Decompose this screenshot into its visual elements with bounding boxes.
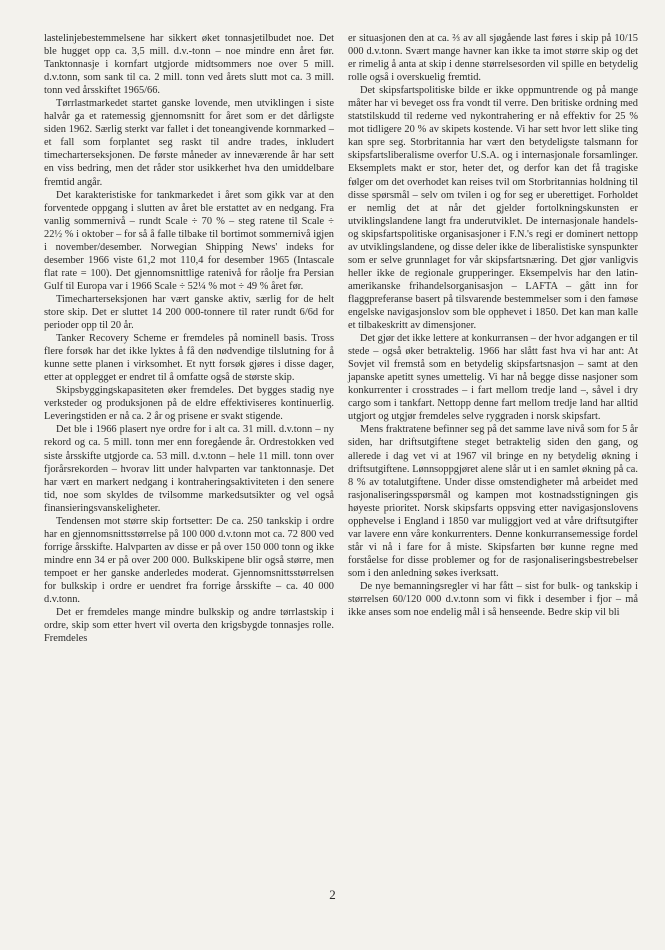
paragraph: Det gjør det ikke lettere at konkurransen – der hvor adgangen er til stede – også øker betraktelig. 1966 har slått fast hva vi har ant: At Sovjet vil fremstå som en betydelig skipsfartsnasjon – samt at den japanske apetitt synes umettelig. Vi har nå begge disse nasjoner som konkurrenter i crosstrades – i fart mellom tredje land –, såvel i dry cargo som i tankfart. Nettopp denne fart mellom tredje land har alltid utgjort og utgjør fremdeles selve ryggraden i norsk skipsfart. — [348, 333, 638, 423]
paragraph: Skipsbyggingskapasiteten øker fremdeles. Det bygges stadig nye verksteder og produksjonen på de eldre effektiviseres kontinuerlig. Leveringstiden er nå ca. 2 år og prisene er svakt stigende. — [44, 385, 334, 423]
paragraph: De nye bemanningsregler vi har fått – sist for bulk- og tankskip i størrelsen 60/120 000 d.v.tonn som vi fikk i desember i fjor – må ikke anses som noe endelig mål i så henseende. Bedre skip vil bli — [348, 580, 638, 619]
paragraph: Mens fraktratene befinner seg på det samme lave nivå som for 5 år siden, har driftsutgiftene steget betraktelig siden den gang, og allerede i dag vet vi at 1967 vil bringe en ny betydelig økning i driftsutgiftene. Lønnsoppgjøret alene slår ut i en samlet økning på ca. 8 % av totalutgiftene. Under disse omstendigheter må arbeidet med rasjonaliseringsspørsmål og kampen mot kostnadsstigningen gis høyeste prioritet. Norsk skipsfarts oppsving etter navigasjonslovens opphevelse i England i 1850 var muliggjort ved at våre driftsutgifter var lavere enn våre konkurrenters. Denne konkurransemessige fordel står vi nå i fare for å miste. Skipsfarten bør kunne regne med forståelse for disse problemer og for de rasjonaliseringsbestrebelser som i den anledning søkes iverksatt. — [348, 424, 638, 579]
left-text-column — [44, 32, 334, 645]
paragraph: Det karakteristiske for tankmarkedet i året som gikk var at den forventede oppgang i slutten av året ble erstattet av en nedgang. Fra vanlig sommernivå – rundt Scale ÷ 70 % – steg ratene til Scale ÷ 22½ % i oktober – for så å falle tilbake til bortimot sommernivå igjen i november/desember. Norwegian Shipping News' indeks for desember 1966 viste 61,2 mot 110,4 for desember 1965 (Intascale flat rate = 100). Det gjennomsnittlige ratenivå for råolje fra Persian Gulf til Europa var i 1966 Scale ÷ 52¼ % mot ÷ 49 % året før. — [44, 189, 334, 292]
paragraph: er situasjonen den at ca. ⅔ av all sjøgående last føres i skip på 10/15 000 d.v.tonn. Svært mange havner kan ikke ta imot større skip og det er rimelig å anta at skip i denne størrelsesorden vil spille en betydelig rolle også i overskuelig fremtid. — [348, 33, 638, 84]
paragraph: Tendensen mot større skip fortsetter: De ca. 250 tankskip i ordre har en gjennomsnittsstørrelse på 100 000 d.v.tonn mot ca. 72 800 ved forrige årsskifte. Halvparten av disse er på over 150 000 tonn og ikke mindre enn 34 er på over 200 000. Bulkskipene blir også større, men tempoet er her ganske anderledes moderat. Gjennomsnittsstørrelsen for bulkskip i ordre er uendret fra forrige årsskifte – ca. 40 000 d.v.tonn. — [44, 515, 334, 606]
paragraph: Det er fremdeles mange mindre bulkskip og andre tørrlastskip i ordre, skip som etter hvert vil overta den krigsbygde tonnasjes rolle. Fremdeles — [44, 607, 334, 645]
paragraph: Tørrlastmarkedet startet ganske lovende, men utviklingen i siste halvår ga et ratemessig gjennomsnitt for året som er det dårligste siden 1962. Særlig sterkt var fallet i det toneangivende kornmarked – et fall som forplantet seg raskt til andre trades, inkludert timecharterseksjonen. De første måneder av inneværende år har sett en viss bedring, men det råder stor usikkerhet hva den umiddelbare fremtid angår. — [44, 98, 334, 188]
paragraph: Det skipsfartspolitiske bilde er ikke oppmuntrende og på mange måter har vi beveget oss fra vondt til verre. Den britiske ordning med statstilskudd til rederne ved nykontrahering er nå effektiv for 25 % mot tidligere 20 % av skipets kostende. Vi har sett hvor lett slike ting kan spre seg. Storbritannia har vært den betydeligste talsmann for skipsfartsliberalisme overfor U.S.A. og i internasjonale forsamlinger. Eksemplets makt er stor, heter det, og derfor kan det få tragiske følger om det overhodet kan reises tvil om Storbritannias holdning til disse spørsmål – selv om tvilen i og for seg er uberettiget. Forholdet er nemlig det at når det gjelder fortolkningskunsten er utviklingslandene langt fra underutviklet. De internasjonale handels- og skipsfartspolitiske organisasjoner i F.N.'s regi er dominert nettopp av utviklingslandene, og disse deler ikke de liberalistiske synspunkter som er selve grunnlaget for vår skipsfartsnæring. Det gjør vanligvis heller ikke de regionale grupperinger. Eksempelvis har den latin-amerikanske frihandelsorganisasjon – LAFTA – gått inn for flaggpreferanse basert på tilsvarende bestemmelser som i den famøse engelske navigasjonslov som ble opphevet i 1850. Det kan man kalle et tilbakeskritt av dimensjoner. — [348, 85, 639, 332]
paragraph: Tanker Recovery Scheme er fremdeles på nominell basis. Tross flere forsøk har det ikke lyktes å få den nødvendige tilslutning for å kunne sette planen i virksomhet. Et nytt forsøk gjøres i disse dager, etter at opplegget er endret til å omfatte også de største skip. — [44, 333, 334, 384]
paragraph: Det ble i 1966 plasert nye ordre for i alt ca. 31 mill. d.v.tonn – ny rekord og ca. 5 mill. tonn mer enn foregående år. Ordrestokken ved siste årsskifte utgjorde ca. 53 mill. d.v.tonn – hele 11 mill. tonn over fjorårsrekorden – hvorav litt under halvparten var tanktonnasje. Det har vært en markert nedgang i kontraheringsaktiviteten i den senere tid, noe som skyldes de tvilsomme markedsutsikter og vel også finansieringsvanskeligheter. — [44, 424, 334, 514]
paragraph: Timecharterseksjonen har vært ganske aktiv, særlig for de helt store skip. Det er sluttet 14 200 000-tonnere til rater rundt 6/6d for perioder opp til 20 år. — [44, 293, 334, 332]
paragraph: lastelinjebestemmelsene har sikkert øket tonnasjetilbudet noe. Det ble hugget opp ca. 3,5 mill. d.v.-tonn – noe mindre enn året før. Tanktonnasje i kornfart utgjorde midtsommers noe over 5 mill. d.v.tonn, som sank til ca. 2 mill. tonn ved årets slutt mot ca. 3 mill. tonn ved årsskiftet 1965/66. — [44, 33, 334, 97]
right-text-column — [348, 32, 638, 619]
page-number: 2 — [329, 887, 336, 902]
